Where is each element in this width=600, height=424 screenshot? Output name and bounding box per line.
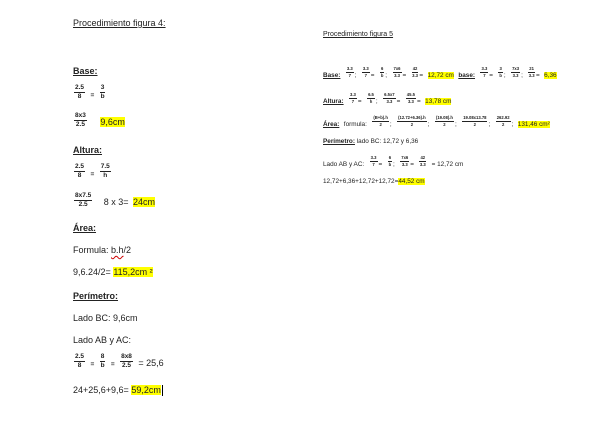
area-result: 115,2cm ² bbox=[113, 267, 153, 277]
altura-equation-1: $\frac{2.5}{8}$ = $\frac{7.5}{h}$ bbox=[75, 162, 110, 180]
altura-equation-2: $\frac{8x7.5}{2.5}$ 8 x 3= 24cm bbox=[75, 191, 155, 209]
altura-line: Altura: $\frac{3.3}{7}$ = $\frac{6.5}{h}$ ; $\frac{6.5x7}{3.3}$ = $\frac{45.5}{3.3}$ = 13,78 cm bbox=[323, 92, 452, 105]
sum-line: 12,72+6,36+12,72+12,72=44,52 cm bbox=[323, 178, 425, 185]
lado-ab: Lado AB y AC: bbox=[73, 335, 132, 345]
base-line: Base: $\frac{3.3}{7}$ ; $\frac{3.3}{7}$ = $\frac{6}{b}$ ; $\frac{7x6}{3.3}$ = $\frac{42}{3.3}$ = 12,72 cm base: $\frac{3.3}{7}$ = $\frac{3}{b}$ ; $\frac{7x3}{3.3}$ ; $\frac{21}{3.3}$ = 6,36 bbox=[323, 66, 557, 79]
area-result-right: 131,46 cm² bbox=[517, 121, 550, 128]
right-title: Procedimiento figura 5 bbox=[323, 31, 394, 38]
perimetro-result: 59,2cm bbox=[131, 385, 161, 395]
left-title: Procedimiento figura 4: bbox=[73, 18, 166, 28]
perimetro-equation: $\frac{2.5}{8}$ = $\frac{8}{b}$ = $\frac{8x8}{2.5}$ = 25,6 bbox=[75, 352, 164, 370]
altura-result-right: 13,78 cm bbox=[425, 98, 452, 105]
area-line: Área: formula: $\frac{(B+b).h}{2}$ ; $\frac{(12.72+6.36).h}{2}$ ; $\frac{(19.08).h}{2}$ ; $\frac{19.08x13.78}{2}$ ; $\frac{262.92}{2}$ ; 131,46 cm² bbox=[323, 115, 550, 128]
area-heading: Área: bbox=[73, 223, 97, 233]
base-result: 9,6cm bbox=[100, 117, 125, 127]
lado-bc: Lado BC: 9,6cm bbox=[73, 313, 138, 323]
sum-result: 44,52 cm bbox=[398, 178, 425, 185]
area-calc: 9,6.24/2= 115,2cm ² bbox=[73, 267, 153, 277]
base-equation-2: $\frac{8x3}{2.5}$ 9,6cm bbox=[75, 111, 125, 129]
lado-line: Lado AB y AC: $\frac{3.3}{7}$ = $\frac{6}{b}$ ; $\frac{7x6}{3.3}$ = $\frac{42}{3.3}$ = 12,72 cm bbox=[323, 155, 464, 168]
base-equation-1: $\frac{2.5}{8}$ = $\frac{3}{b}$ bbox=[75, 83, 105, 101]
base-result-2: 6,36 bbox=[544, 72, 557, 79]
base-heading: Base: bbox=[73, 66, 98, 76]
perimetro-sum: 24+25,6+9,6= 59,2cm bbox=[73, 385, 161, 395]
perimetro-heading: Perímetro: bbox=[73, 291, 119, 301]
perimetro-line: Perímetro: lado BC: 12,72 y 6,36 bbox=[323, 138, 419, 145]
area-formula: Formula: b.h/2 bbox=[73, 245, 132, 255]
text-cursor bbox=[162, 385, 163, 396]
base-result-1: 12,72 cm bbox=[427, 72, 454, 79]
altura-heading: Altura: bbox=[73, 145, 102, 155]
altura-result: 24cm bbox=[132, 197, 155, 207]
